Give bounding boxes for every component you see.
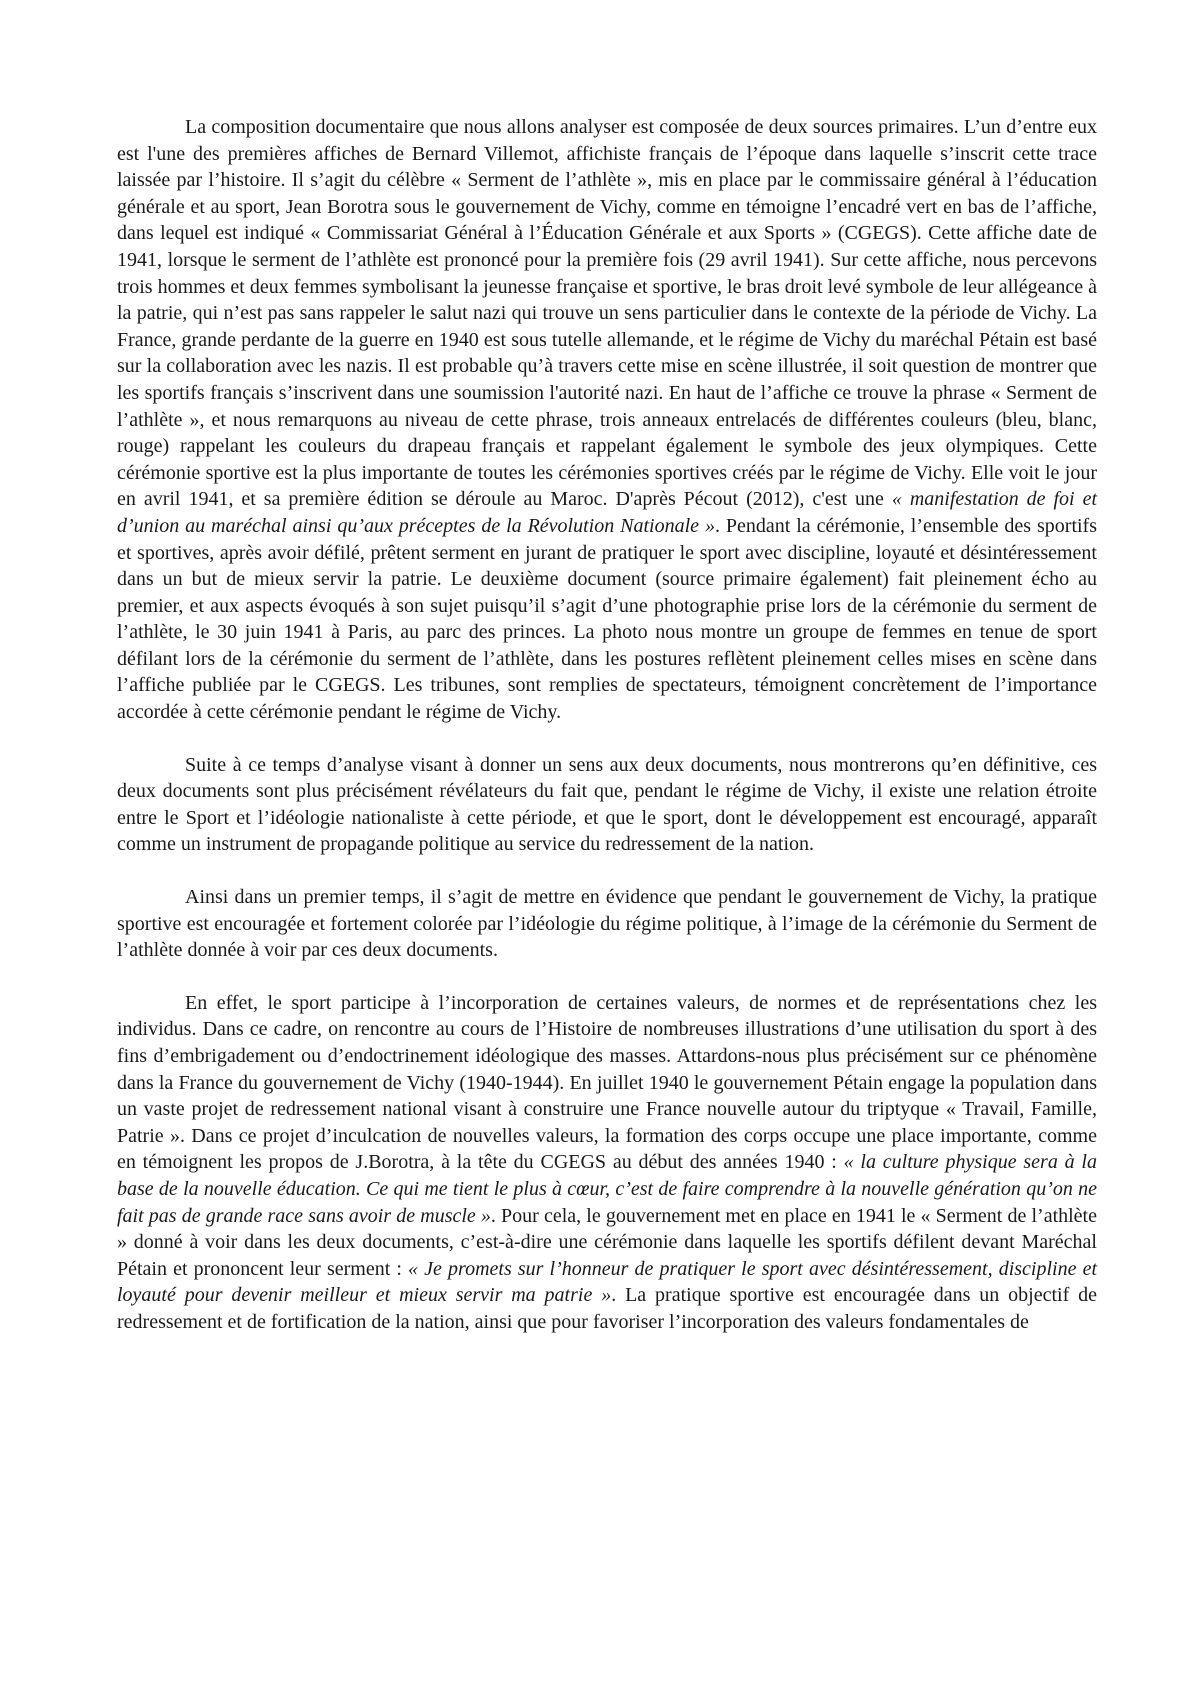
quote-run: « manifestation de foi et d’union au maréchal ainsi qu’aux préceptes de la Révolution Nationale » <box>117 488 1098 537</box>
paragraph-4 <box>117 990 1097 1336</box>
text-run: Suite à ce temps d’analyse visant à donner un sens aux deux documents, nous montrerons qu’en définitive, ces deux documents sont plus précisément révélateurs du fait que, pendant le régime de Vichy, il existe une relation étroite entre le Sport et l’idéologie nationaliste à cette période, et que le sport, dont le développement est encouragé, apparaît comme un instrument de propagande politique au service du redressement de la nation. <box>117 753 1097 856</box>
text-run: . Pour cela, le gouvernement met en place en 1941 le « Serment de l’athlète » donné à voir dans les deux documents, c’est-à-dire une cérémonie dans laquelle les sportifs défilent devant Maréchal Pétain et prononcent leur serment : <box>117 1204 1097 1280</box>
paragraph-1 <box>117 114 1097 726</box>
text-run: . Pendant la cérémonie, l’ensemble des sportifs et sportives, après avoir défilé, prêtent serment en jurant de pratiquer le sport avec discipline, loyauté et désintéressement dans un but de mieux servir la patrie. Le deuxième document (source primaire également) fait pleinement écho au premier, et aux aspects évoqués à son sujet puisqu’il s’agit d’une photographie prise lors de la cérémonie du serment de l’athlète, le 30 juin 1941 à Paris, au parc des princes. La photo nous montre un groupe de femmes en tenue de sport défilant lors de la cérémonie du serment de l’athlète, dans les postures reflètent pleinement celles mises en scène dans l’affiche publiée par le CGEGS. Les tribunes, sont remplies de spectateurs, témoignent concrètement de l’importance accordée à cette cérémonie pendant le régime de Vichy. <box>117 514 1098 724</box>
quote-run: « la culture physique sera à la base de la nouvelle éducation. Ce qui me tient le plus à cœur, c’est de faire comprendre à la nouvelle génération qu’on ne fait pas de grande race sans avoir de muscle » <box>117 1151 1097 1227</box>
paragraph-gap <box>117 858 1097 884</box>
text-run: Ainsi dans un premier temps, il s’agit de mettre en évidence que pendant le gouvernement de Vichy, la pratique sportive est encouragée et fortement colorée par l’idéologie du régime politique, à l’image de la cérémonie du Serment de l’athlète donnée à voir par ces deux documents. <box>117 886 1097 962</box>
text-run: En effet, le sport participe à l’incorporation de certaines valeurs, de normes et de représentations chez les individus. Dans ce cadre, on rencontre au cours de l’Histoire de nombreuses illustrations d’une utilisation du sport à des fins d’embrigadement ou d’endoctrinement idéologique des masses. Attardons-nous plus précisément sur ce phénomène dans la France du gouvernement de Vichy (1940-1944). En juillet 1940 le gouvernement Pétain engage la population dans un vaste projet de redressement national visant à construire une France nouvelle autour du triptyque « Travail, Famille, Patrie ». Dans ce projet d’inculcation de nouvelles valeurs, la formation des corps occupe une place importante, comme en témoignent les propos de J.Borotra, à la tête du CGEGS au début des années 1940 : <box>117 991 1097 1174</box>
paragraph-gap <box>117 726 1097 752</box>
paragraph-3 <box>117 884 1097 964</box>
document-page <box>117 114 1097 1336</box>
paragraph-gap <box>117 964 1097 990</box>
text-run: La composition documentaire que nous allons analyser est composée de deux sources primaires. L’un d’entre eux est l'une des premières affiches de Bernard Villemot, affichiste français de l’époque dans laquelle s’inscrit cette trace laissée par l’histoire. Il s’agit du célèbre « Serment de l’athlète », mis en place par le commissaire général à l’éducation générale et au sport, Jean Borotra sous le gouvernement de Vichy, comme en témoigne l’encadré vert en bas de l’affiche, dans lequel est indiqué « Commissariat Général à l’Éducation Générale et aux Sports » (CGEGS). Cette affiche date de 1941, lorsque le serment de l’athlète est prononcé pour la première fois (29 avril 1941). Sur cette affiche, nous percevons trois hommes et deux femmes symbolisant la jeunesse française et sportive, le bras droit levé symbole de leur allégeance à la patrie, qui n’est pas sans rappeler le salut nazi qui trouve un sens particulier dans le contexte de la période de Vichy. La France, grande perdante de la guerre en 1940 est sous tutelle allemande, et le régime de Vichy du maréchal Pétain est basé sur la collaboration avec les nazis. Il est probable qu’à travers cette mise en scène illustrée, il soit question de montrer que les sportifs français s’inscrivent dans une soumission l'autorité nazi. En haut de l’affiche ce trouve la phrase « Serment de l’athlète », et nous remarquons au niveau de cette phrase, trois anneaux entrelacés de différentes couleurs (bleu, blanc, rouge) rappelant les couleurs du drapeau français et rappelant également le symbole des jeux olympiques. Cette cérémonie sportive est la plus importante de toutes les cérémonies sportives créés par le régime de Vichy. Elle voit le jour en avril 1941, et sa première édition se déroule au Maroc. D'après Pécout (2012), c'est une <box>117 116 1097 511</box>
text-run: . La pratique sportive est encouragée dans un objectif de redressement et de fortification de la nation, ainsi que pour favoriser l’incorporation des valeurs fondamentales de <box>117 1284 1098 1333</box>
paragraph-2 <box>117 752 1097 858</box>
quote-run: « Je promets sur l’honneur de pratiquer le sport avec désintéressement, discipline et loyauté pour devenir meilleur et mieux servir ma patrie » <box>117 1257 1098 1307</box>
